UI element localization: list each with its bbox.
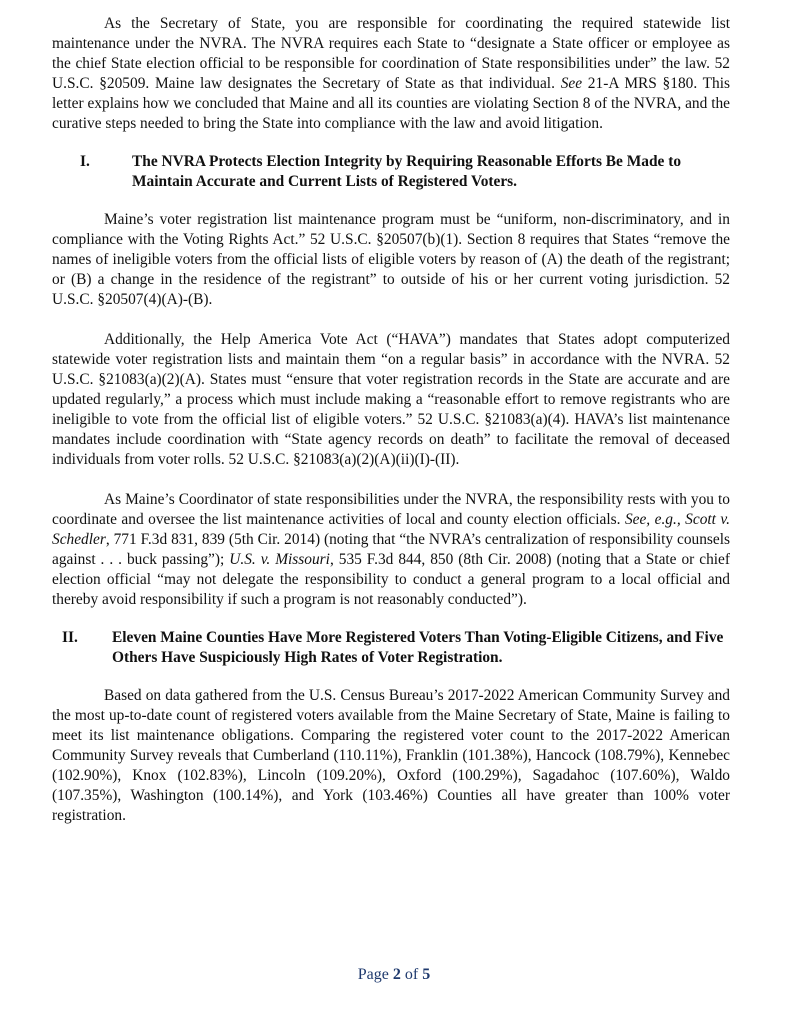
intro-citation-signal: See [560, 75, 583, 92]
citation-scott: See, e.g., Scott v. Schedler [52, 511, 730, 548]
letter-page [52, 14, 730, 826]
citation-missouri: U.S. v. Missouri [229, 551, 330, 568]
section-title-1: The NVRA Protects Election Integrity by Requiring Reasonable Efforts Be Made to Maintain Accurate and Current Lists of Registered Voters. [132, 153, 682, 190]
section-number-1: I. [80, 153, 90, 170]
section-title-2: Eleven Maine Counties Have More Registered Voters Than Voting-Eligible Citizens, and Five Others Have Suspiciously High Rates of Voter Registration. [112, 629, 724, 666]
page-number-footer [0, 966, 788, 984]
intro-text: As the Secretary of State, you are responsible for coordinating the required statewide list maintenance under the NVRA. The NVRA requires each State to “designate a State officer or employee as the chief State election official to be responsible for coordination of State responsibilities under” the law. 52 U.S.C. §20509. Maine law designates the Secretary of State as that individual. [52, 15, 730, 92]
section-number-2: II. [62, 629, 78, 646]
paragraph-section-8: Maine’s voter registration list maintenance program must be “uniform, non-discriminatory, and in compliance with the Voting Rights Act.” 52 U.S.C. §20507(b)(1). Section 8 requires that States “remove the names of ineligible voters from the official lists of eligible voters by reason of (A) the death of the registrant; or (B) a change in the residence of the registrant” to outside of his or her current voting jurisdiction. 52 U.S.C. §20507(4)(A)-(B). [52, 211, 730, 308]
intro-paragraph [52, 14, 730, 134]
total-page-number: 5 [422, 966, 431, 983]
coordinator-text-2: , 771 F.3d 831, 839 (5th Cir. 2014) (noting that “the NVRA’s centralization of responsibility counsels against . . . buck passing”); [52, 531, 730, 568]
page-label: Page [357, 966, 389, 983]
current-page-number: 2 [392, 966, 401, 983]
paragraph-census-data: Based on data gathered from the U.S. Census Bureau’s 2017-2022 American Community Survey and the most up-to-date count of registered voters available from the Maine Secretary of State, Maine is failing to meet its list maintenance obligations. Comparing the registered voter count to the 2017-2022 American Community Survey reveals that Cumberland (110.11%), Franklin (101.38%), Hancock (108.79%), Kennebec (102.90%), Knox (102.83%), Lincoln (109.20%), Oxford (100.29%), Sagadahoc (107.60%), Waldo (107.35%), Washington (100.14%), and York (103.46%) Counties all have greater than 100% voter registration. [52, 687, 730, 824]
coordinator-text-3: , 535 F.3d 844, 850 (8th Cir. 2008) (noting that a State or chief election official “may not delegate the responsibility to conduct a general program to a local official and thereby avoid responsibility if such a program is not reasonably conducted”). [52, 551, 731, 608]
paragraph-hava: Additionally, the Help America Vote Act (“HAVA”) mandates that States adopt computerized statewide voter registration lists and maintain them “on a regular basis” in accordance with the NVRA. 52 U.S.C. §21083(a)(2)(A). States must “ensure that voter registration records in the State are accurate and are updated regularly,” a process which must include making a “reasonable effort to remove registrants who are ineligible to vote from the official list of eligible voters.” 52 U.S.C. §21083(a)(4). HAVA’s list maintenance mandates include coordination with “State agency records on death” to facilitate the removal of deceased individuals from voter rolls. 52 U.S.C. §21083(a)(2)(A)(ii)(I)-(II). [52, 331, 730, 468]
section-heading-1 [52, 152, 730, 192]
paragraph-coordinator [52, 490, 730, 610]
coordinator-text: As Maine’s Coordinator of state responsibilities under the NVRA, the responsibility rests with you to coordinate and oversee the list maintenance activities of local and county election officials. [52, 491, 730, 528]
page-of-label: of [404, 966, 419, 983]
intro-text-tail: 21-A MRS §180. This letter explains how we concluded that Maine and all its counties are violating Section 8 of the NVRA, and the curative steps needed to bring the State into compliance with the law and avoid litigation. [52, 75, 731, 132]
section-heading-2 [52, 628, 730, 668]
